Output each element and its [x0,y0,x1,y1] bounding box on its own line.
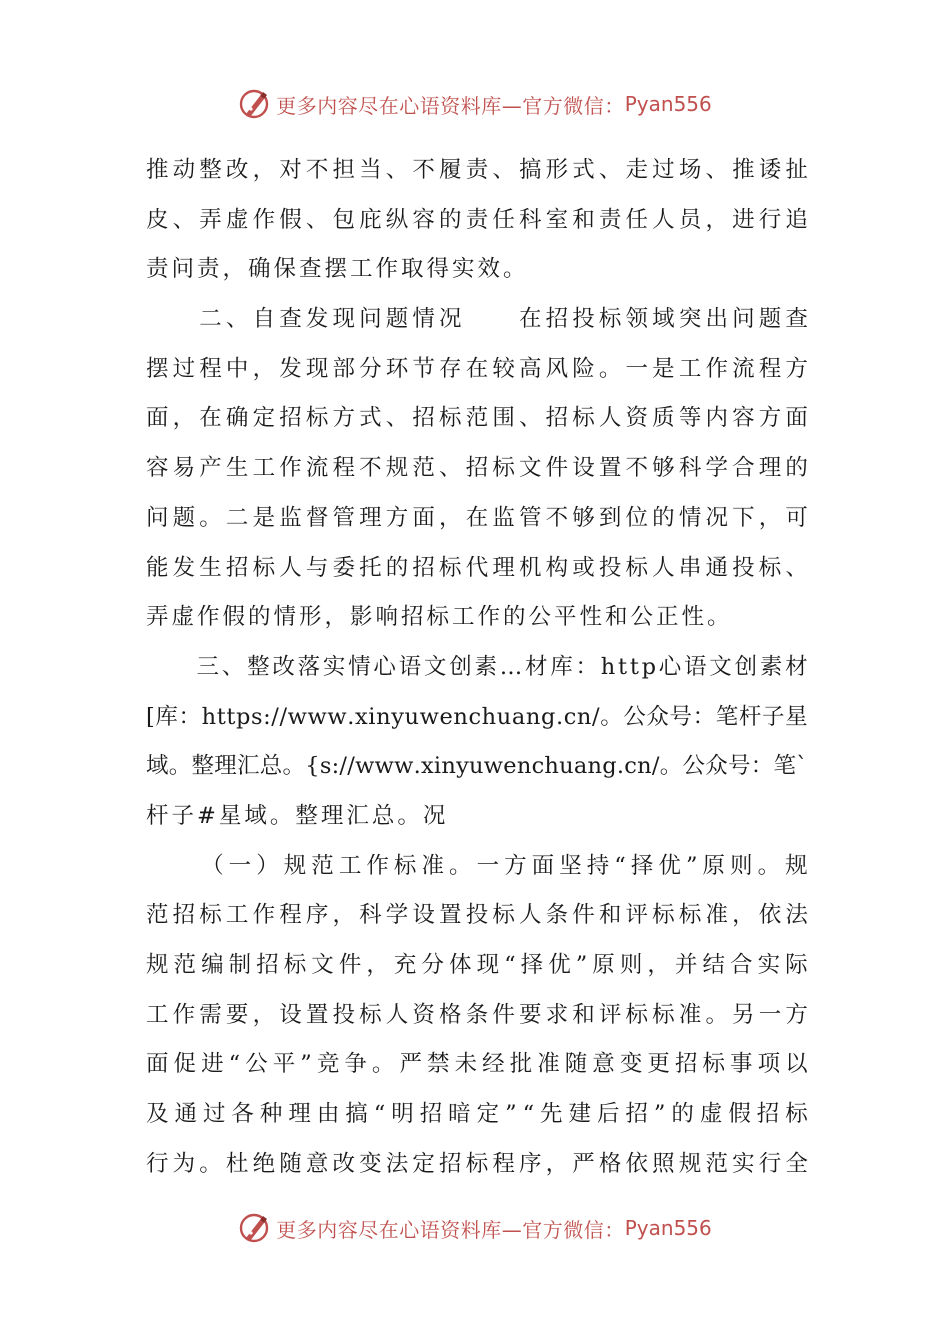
header-contact: Pyan556 [624,92,712,116]
pen-logo-icon [238,87,272,121]
text-line: 范 招 标 工 作 程 序 ， 科 学 设 置 投 标 人 条 件 和 评 标 标 准 ， 依 法 [146,902,808,929]
text-line: （ 一 ） 规 范 工 作 标 准 。 一 方 面 坚 持 “ 择 优 ” 原 则 。 规 [201,852,808,879]
text-line: 责问责，确保查摆工作取得实效。 [146,256,529,283]
header-banner [0,84,950,124]
header-text: 更多内容尽在心语资料库—官方微信： [276,93,625,118]
text-line: 面 促 进 “ 公 平 ” 竞 争 。 严 禁 未 经 批 准 随 意 变 更 招 标 事 项 以 [146,1051,808,1078]
text-line: 皮 、 弄 虚 作 假 、 包 庇 纵 容 的 责 任 科 室 和 责 任 人 员 ， 进 行 追 [146,206,808,233]
text-line: 面 ， 在 确 定 招 标 方 式 、 招 标 范 围 、 招 标 人 资 质 等 内 容 方 面 [146,405,808,432]
text-line: 二 、 自 查 发 现 问 题 情 况 在 招 投 标 领 域 突 出 问 题 查 [199,306,808,333]
pen-logo-icon [238,1211,272,1245]
text-line: 能 发 生 招 标 人 与 委 托 的 招 标 代 理 机 构 或 投 标 人 串 通 投 标 、 [146,554,808,581]
text-line: 杆子#星域。整理汇总。况 [146,802,449,829]
footer-contact: Pyan556 [624,1216,712,1240]
text-line: 问 题 。 二 是 监 督 管 理 方 面 ， 在 监 管 不 够 到 位 的 情 况 下 ， 可 [146,504,808,531]
text-line: 推 动 整 改 ， 对 不 担 当 、 不 履 责 、 搞 形 式 、 走 过 场 、 推 诿 扯 [146,157,808,183]
text-line: 容 易 产 生 工 作 流 程 不 规 范 、 招 标 文 件 设 置 不 够 科 学 合 理 的 [146,455,808,482]
text-line: 及 通 过 各 种 理 由 搞 “ 明 招 暗 定 ” “ 先 建 后 招 ” 的 虚 假 招 标 [146,1101,808,1128]
footer-text: 更多内容尽在心语资料库—官方微信： [276,1217,625,1242]
text-line: 域 。 整 理 汇 总 。 { s : / / w w w . x i n y u w e n c h u a n g . c n / 。 公 众 号 ： 笔 ` [146,753,808,780]
text-line: 弄虚作假的情形，影响招标工作的公平性和公正性。 [146,604,733,631]
text-line: 三 、 整 改 落 实 情 心 语 文 创 素 … 材 库 ： h t t p 心 语 文 创 素 材 [196,653,808,680]
footer-banner [0,1208,950,1248]
text-line: 行 为 。 杜 绝 随 意 改 变 法 定 招 标 程 序 ， 严 格 依 照 规 范 实 行 全 [146,1150,808,1177]
text-line: [ 库 ： h t t p s : / / w w w . x i n y u w e n c h u a n g . c n / 。 公 众 号 ： 笔 杆 子 星 [146,703,808,730]
text-line: 规 范 编 制 招 标 文 件 ， 充 分 体 现 “ 择 优 ” 原 则 ， 并 结 合 实 际 [146,952,808,978]
text-line: 工 作 需 要 ， 设 置 投 标 人 资 格 条 件 要 求 和 评 标 标 准 。 另 一 方 [146,1001,808,1028]
document-body [146,146,808,1189]
text-line: 摆 过 程 中 ， 发 现 部 分 环 节 存 在 较 高 风 险 。 一 是 工 作 流 程 方 [146,355,808,382]
